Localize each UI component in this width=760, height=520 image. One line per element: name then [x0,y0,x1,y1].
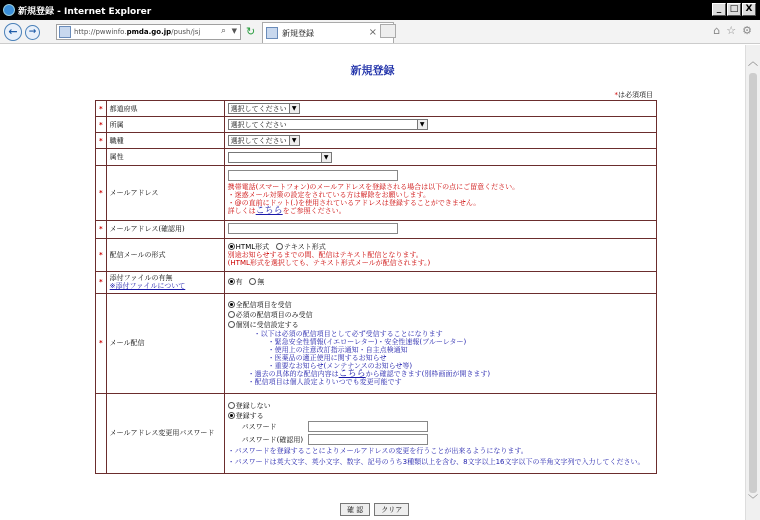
email-confirm-label: メールアドレス(確認用) [106,220,224,238]
delivery-format-label: 配信メールの形式 [106,238,224,271]
chevron-down-icon: ▼ [289,136,299,145]
delivery-required-label: 必須の配信項目のみ受信 [235,311,313,319]
format-note-2: (HTML形式を選択しても、テキスト形式メールが配信されます。) [227,258,431,267]
email-note-2: ・迷惑メール対策の設定をされている方は解除をお願いします。 [227,191,430,199]
delivery-note-2-pre: ・過去の具体的な配信内容は [247,370,339,378]
email-details-link[interactable]: こちら [255,206,283,216]
delivery-item-4: ・重要なお知らせ(メンテナンスのお知らせ等) [267,362,413,370]
vertical-scrollbar[interactable] [745,45,760,520]
window-title: 新規登録 - Internet Explorer [18,6,152,17]
settings-gear-icon[interactable]: ⚙ [742,24,752,37]
delivery-note-2-post: から確認できます(別枠画面が開きます) [365,370,491,378]
row-mail-delivery [96,293,657,393]
email-note-4-pre: 詳しくは [227,207,256,215]
row-job [96,133,657,149]
row-prefecture [96,101,657,117]
clear-button[interactable]: クリア [374,503,409,516]
scroll-down-icon[interactable]: ﹀ [748,495,758,506]
address-bar[interactable] [56,24,241,40]
attachment-info-link[interactable]: ※添付ファイルについて [109,282,186,290]
password-label: メールアドレス変更用パスワード [106,393,224,473]
job-select-value: 選択してください [230,136,287,145]
delivery-custom-label: 個別に受信設定する [235,321,299,329]
required-mark: * [96,220,107,238]
required-note [615,90,654,100]
delivery-note-1: ・以下は必須の配信項目として必ず受信することになります [253,330,443,338]
email-input[interactable] [228,170,398,181]
password-yes-radio[interactable] [228,412,235,419]
required-mark: * [96,117,107,133]
favorites-star-icon[interactable]: ☆ [726,24,737,37]
registration-form-table [95,100,657,474]
required-mark: * [96,101,107,117]
required-mark: * [96,133,107,149]
scroll-up-icon[interactable]: ︿ [748,57,758,68]
prefecture-label: 都道府県 [106,101,224,117]
mail-delivery-label: メール配信 [106,293,224,393]
password-no-label: 登録しない [235,401,271,410]
maximize-button[interactable]: □ [727,3,741,16]
email-note-4 [228,207,653,215]
attribute-select[interactable] [228,152,332,163]
row-affiliation [96,117,657,133]
format-text-radio[interactable] [276,243,283,250]
row-email [96,165,657,220]
password-confirm-input[interactable] [308,434,428,445]
chevron-down-icon: ▼ [417,120,427,129]
attachment-no-radio[interactable] [249,278,256,285]
attachment-no-label: 無 [257,278,265,286]
email-note-4-post: をご参照ください。 [282,207,346,215]
required-note-text: は必須項目 [618,91,653,99]
scrollbar-thumb[interactable] [749,73,757,493]
required-star: * [614,91,618,99]
address-dropdown-icon[interactable]: ▼ [231,27,237,35]
ie-logo-icon [3,4,15,16]
required-mark: * [96,165,107,220]
format-html-radio[interactable] [228,243,235,250]
minimize-button[interactable]: _ [712,3,726,16]
affiliation-select[interactable] [228,119,428,130]
attachment-yes-label: 有 [235,278,243,286]
tab-close-icon[interactable]: × [368,27,377,38]
format-note-1: 別途お知らせするまでの間、配信はテキスト配信となります。 [227,250,423,259]
email-label: メールアドレス [106,165,224,220]
prefecture-select[interactable] [228,103,300,114]
close-window-button[interactable]: X [742,3,756,16]
form-actions [340,503,409,516]
password-yes-label: 登録する [235,411,264,420]
tab-label: 新規登録 [282,28,314,38]
title-bar [0,0,760,20]
delivery-all-label: 全配信項目を受信 [235,301,292,309]
row-attachment [96,271,657,293]
required-mark: * [96,293,107,393]
email-note-1: 携帯電話(スマートフォン)のメールアドレスを登録される場合は以下の点にご留意ください。 [227,183,520,191]
tab-new-registration[interactable] [262,22,394,43]
pw-confirm-field-label: パスワード(確認用) [241,435,304,444]
delivery-item-1: ・緊急安全性情報(イエローレター)・安全性速報(ブルーレター) [267,338,467,346]
delivery-required-radio[interactable] [228,311,235,318]
job-label: 職種 [106,133,224,149]
row-password [96,393,657,473]
row-email-confirm [96,220,657,238]
delivery-item-3: ・医薬品の適正使用に関するお知らせ [267,354,387,362]
attribute-label: 属性 [106,149,224,166]
site-favicon-icon [59,26,71,38]
tab-favicon-icon [266,27,278,39]
chevron-down-icon: ▼ [321,153,331,162]
prefecture-select-value: 選択してください [230,104,287,113]
delivery-all-radio[interactable] [228,301,235,308]
navigation-bar [0,20,760,44]
password-note-1: ・パスワードを登録することによりメールアドレスの変更を行うことが出来るようになります。 [227,446,528,455]
url-suffix: /push/jsj [171,28,201,36]
refresh-icon[interactable]: ↻ [246,25,256,38]
delivery-custom-radio[interactable] [228,321,235,328]
format-text-label: テキスト形式 [283,242,326,251]
past-deliveries-link[interactable]: こちら [338,369,366,379]
job-select[interactable] [228,135,300,146]
password-input[interactable] [308,421,428,432]
new-tab-button[interactable] [380,24,396,38]
confirm-button[interactable]: 確 認 [340,503,370,516]
row-attribute [96,149,657,166]
delivery-item-2: ・使用上の注意改訂指示通知・自主点検通知 [267,346,408,354]
delivery-note-3: ・配信項目は個人設定よりいつでも変更可能です [247,378,402,386]
back-button[interactable]: ← [4,23,22,41]
affiliation-select-value: 選択してください [230,120,287,129]
search-icon[interactable]: ⌕ [220,26,226,36]
page-viewport [0,45,745,520]
pw-field-label: パスワード [241,422,277,431]
password-note-2: ・パスワードは英大文字、英小文字、数字、記号のうち3種類以上を含む、8文字以上16文字以下の半角文字列で入力してください。 [227,457,645,466]
forward-button[interactable]: → [25,25,40,40]
attachment-yes-radio[interactable] [228,278,235,285]
password-no-radio[interactable] [228,402,235,409]
delivery-note-2 [228,370,653,378]
page-title: 新規登録 [350,64,395,77]
email-note-3: ・@の直前にドット(.)を使用されているアドレスは登録することができません。 [227,199,481,207]
email-confirm-input[interactable] [228,223,398,234]
url-prefix: http://pwwinfo. [74,28,127,36]
chevron-down-icon: ▼ [289,104,299,113]
row-delivery-format [96,238,657,271]
home-icon[interactable]: ⌂ [713,24,721,37]
required-mark: * [96,238,107,271]
format-html-label: HTML形式 [235,242,270,251]
required-mark: * [96,271,107,293]
url-domain: pmda.go.jp [126,28,172,36]
attachment-label: 添付ファイルの有無 [109,274,173,282]
affiliation-label: 所属 [106,117,224,133]
